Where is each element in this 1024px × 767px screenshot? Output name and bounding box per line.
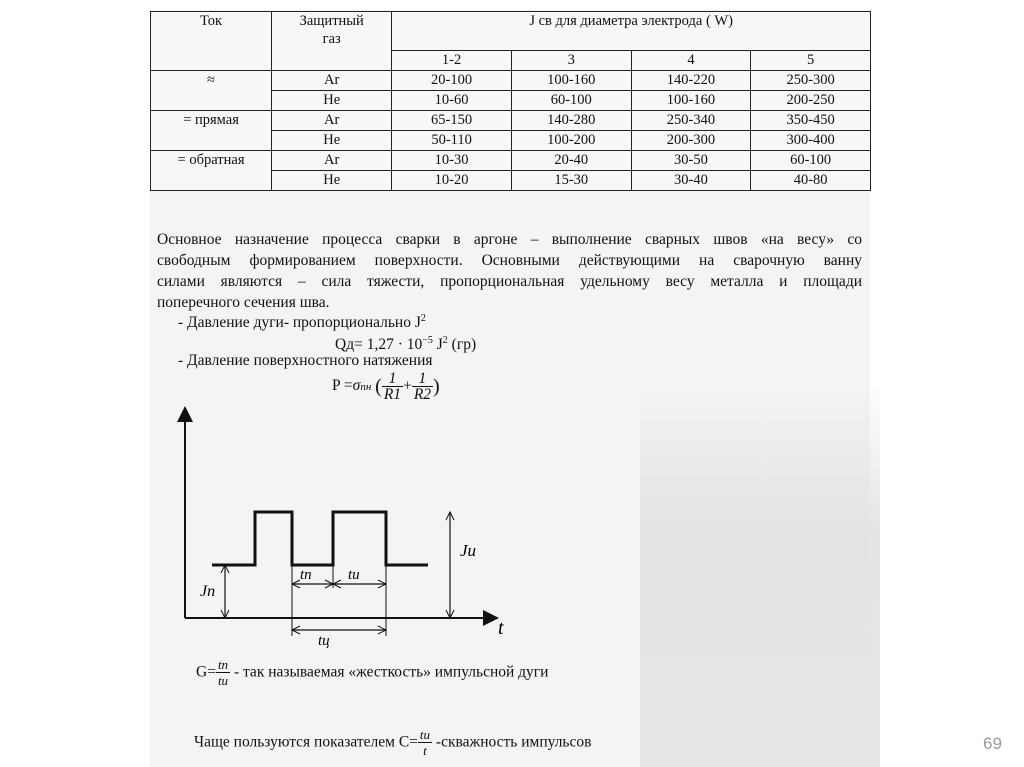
- value-cell: 140-280: [511, 111, 631, 131]
- value-cell: 200-250: [751, 91, 871, 111]
- fraction: $\frac{tи}{t}$: [419, 727, 431, 758]
- arc-pressure-label: - Давление дуги- пропорционально $J^2$: [178, 313, 426, 332]
- value-cell: 30-50: [631, 151, 751, 171]
- fraction: $\frac{1}{R1}$: [383, 370, 402, 403]
- value-cell: 140-220: [631, 71, 751, 91]
- label-t-axis: t: [498, 617, 504, 639]
- gas-cell: Ar: [272, 111, 392, 131]
- label-ti: tи: [348, 567, 360, 583]
- current-type: ≈: [151, 71, 272, 111]
- label-tp: tп: [300, 567, 312, 583]
- value-cell: 100-160: [511, 71, 631, 91]
- label-tc: tц: [318, 633, 330, 648]
- pulse-series-line: [212, 512, 428, 565]
- header-diameter: 5: [751, 51, 871, 71]
- scan-shadow: [640, 380, 880, 767]
- value-cell: 10-60: [392, 91, 512, 111]
- paragraph-line: свободным формированием поверхности. Основными действующими на сварочную ванну: [157, 252, 862, 269]
- value-cell: 250-300: [751, 71, 871, 91]
- header-span-title: J св для диаметра электрода ( W): [392, 12, 871, 51]
- header-diameter: 1-2: [392, 51, 512, 71]
- page-number: 69: [983, 734, 1002, 753]
- gas-cell: He: [272, 171, 392, 191]
- intro-paragraph: [157, 229, 862, 313]
- value-cell: 60-100: [751, 151, 871, 171]
- value-cell: 10-30: [392, 151, 512, 171]
- pulse-current-graph: [170, 398, 520, 648]
- fraction: $\frac{tп}{tи}$: [217, 657, 229, 688]
- value-cell: 250-340: [631, 111, 751, 131]
- value-cell: 200-300: [631, 131, 751, 151]
- fraction: $\frac{1}{R2}$: [413, 370, 432, 403]
- gas-cell: He: [272, 91, 392, 111]
- value-cell: 40-80: [751, 171, 871, 191]
- value-cell: 350-450: [751, 111, 871, 131]
- header-gas: Защитный газ: [272, 12, 392, 71]
- header-diameter: 4: [631, 51, 751, 71]
- value-cell: 300-400: [751, 131, 871, 151]
- table-row: [151, 111, 871, 131]
- gas-cell: He: [272, 131, 392, 151]
- current-type: = обратная: [151, 151, 272, 191]
- value-cell: 50-110: [392, 131, 512, 151]
- table-row: [151, 71, 871, 91]
- value-cell: 20-100: [392, 71, 512, 91]
- value-cell: 60-100: [511, 91, 631, 111]
- value-cell: 20-40: [511, 151, 631, 171]
- value-cell: 65-150: [392, 111, 512, 131]
- paragraph-line: силами являются – сила тяжести, пропорциональная удельному весу металла и площади: [157, 273, 862, 290]
- value-cell: 100-160: [631, 91, 751, 111]
- header-current: Ток: [151, 12, 272, 71]
- hardness-formula: G= $\frac{tп}{tи}$ - так называемая «жесткость» импульсной дуги: [196, 657, 549, 688]
- label-ji: Jи: [460, 541, 477, 560]
- surface-tension-formula: P =σпн ( $\frac{1}{R1}$ + $\frac{1}{R2}$ ): [332, 370, 440, 403]
- value-cell: 10-20: [392, 171, 512, 191]
- label-jp: Jп: [200, 583, 216, 600]
- header-diameter: 3: [511, 51, 631, 71]
- gas-cell: Ar: [272, 151, 392, 171]
- gas-cell: Ar: [272, 71, 392, 91]
- value-cell: 100-200: [511, 131, 631, 151]
- value-cell: 15-30: [511, 171, 631, 191]
- welding-current-table: [150, 11, 871, 191]
- current-type: = прямая: [151, 111, 272, 151]
- table-row: [151, 151, 871, 171]
- value-cell: 30-40: [631, 171, 751, 191]
- paragraph-line: Основное назначение процесса сварки в аргоне – выполнение сварных швов «на весу» со: [157, 231, 862, 248]
- paragraph-line: поперечного сечения шва.: [157, 294, 330, 311]
- surface-tension-label: - Давление поверхностного натяжения: [178, 352, 433, 369]
- duty-cycle-formula: Чаще пользуются показателем C= $\frac{tи}{t}$ -скважность импульсов: [194, 727, 592, 758]
- arc-pressure-formula: $Qд= 1,27 \cdot 10^{-5}$ $J^2$ (гр): [335, 335, 477, 354]
